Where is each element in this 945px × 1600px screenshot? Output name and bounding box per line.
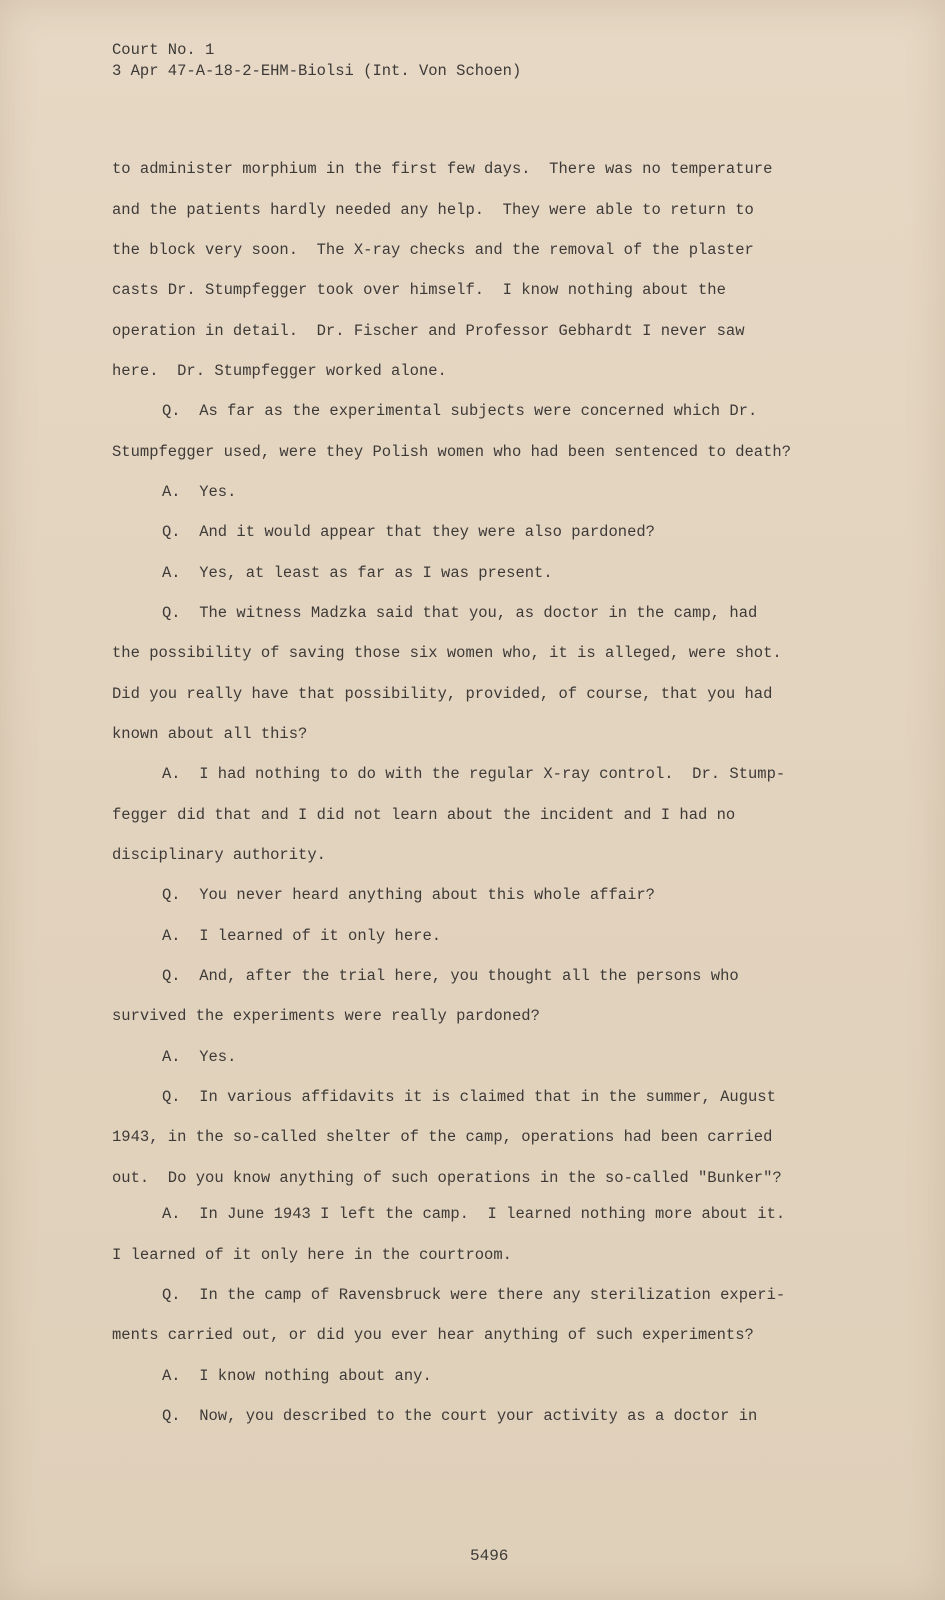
text-line: fegger did that and I did not learn about the incident and I had no: [112, 806, 736, 824]
answer-line: A. I learned of it only here.: [162, 927, 442, 945]
answer-line: A. I know nothing about any.: [162, 1367, 432, 1385]
question-line: Q. You never heard anything about this whole affair?: [162, 886, 655, 904]
question-line: Q. Now, you described to the court your activity as a doctor in: [162, 1407, 758, 1425]
answer-line: A. Yes, at least as far as I was present.: [162, 564, 553, 582]
text-line: the possibility of saving those six women who, it is alleged, were shot.: [112, 644, 782, 662]
question-line: Q. And, after the trial here, you thought all the persons who: [162, 967, 739, 985]
answer-line: A. Yes.: [162, 1048, 237, 1066]
question-line: Q. As far as the experimental subjects were concerned which Dr.: [162, 402, 758, 420]
page-number: 5496: [470, 1547, 509, 1565]
text-line: disciplinary authority.: [112, 846, 326, 864]
text-line: I learned of it only here in the courtroom.: [112, 1246, 512, 1264]
header: [112, 40, 521, 82]
text-line: out. Do you know anything of such operations in the so-called "Bunker"?: [112, 1169, 782, 1187]
text-line: ments carried out, or did you ever hear anything of such experiments?: [112, 1326, 754, 1344]
text-line: Did you really have that possibility, provided, of course, that you had: [112, 685, 773, 703]
text-line: casts Dr. Stumpfegger took over himself. I know nothing about the: [112, 281, 726, 299]
question-line: Q. The witness Madzka said that you, as doctor in the camp, had: [162, 604, 758, 622]
court-number: Court No. 1: [112, 41, 215, 59]
answer-line: A. Yes.: [162, 483, 237, 501]
text-line: to administer morphium in the first few days. There was no temperature: [112, 160, 773, 178]
answer-line: A. In June 1943 I left the camp. I learned nothing more about it.: [162, 1205, 786, 1223]
text-line: and the patients hardly needed any help. They were able to return to: [112, 201, 754, 219]
text-line: operation in detail. Dr. Fischer and Professor Gebhardt I never saw: [112, 322, 745, 340]
text-line: the block very soon. The X-ray checks and the removal of the plaster: [112, 241, 754, 259]
question-line: Q. In the camp of Ravensbruck were there any sterilization experi-: [162, 1286, 786, 1304]
answer-line: A. I had nothing to do with the regular X-ray control. Dr. Stump-: [162, 765, 786, 783]
text-line: Stumpfegger used, were they Polish women who had been sentenced to death?: [112, 443, 792, 461]
text-line: here. Dr. Stumpfegger worked alone.: [112, 362, 447, 380]
text-line: 1943, in the so-called shelter of the camp, operations had been carried: [112, 1128, 773, 1146]
question-line: Q. And it would appear that they were also pardoned?: [162, 523, 655, 541]
text-line: survived the experiments were really pardoned?: [112, 1007, 540, 1025]
document-reference: 3 Apr 47-A-18-2-EHM-Biolsi (Int. Von Schoen): [112, 62, 522, 80]
question-line: Q. In various affidavits it is claimed that in the summer, August: [162, 1088, 776, 1106]
text-line: known about all this?: [112, 725, 308, 743]
